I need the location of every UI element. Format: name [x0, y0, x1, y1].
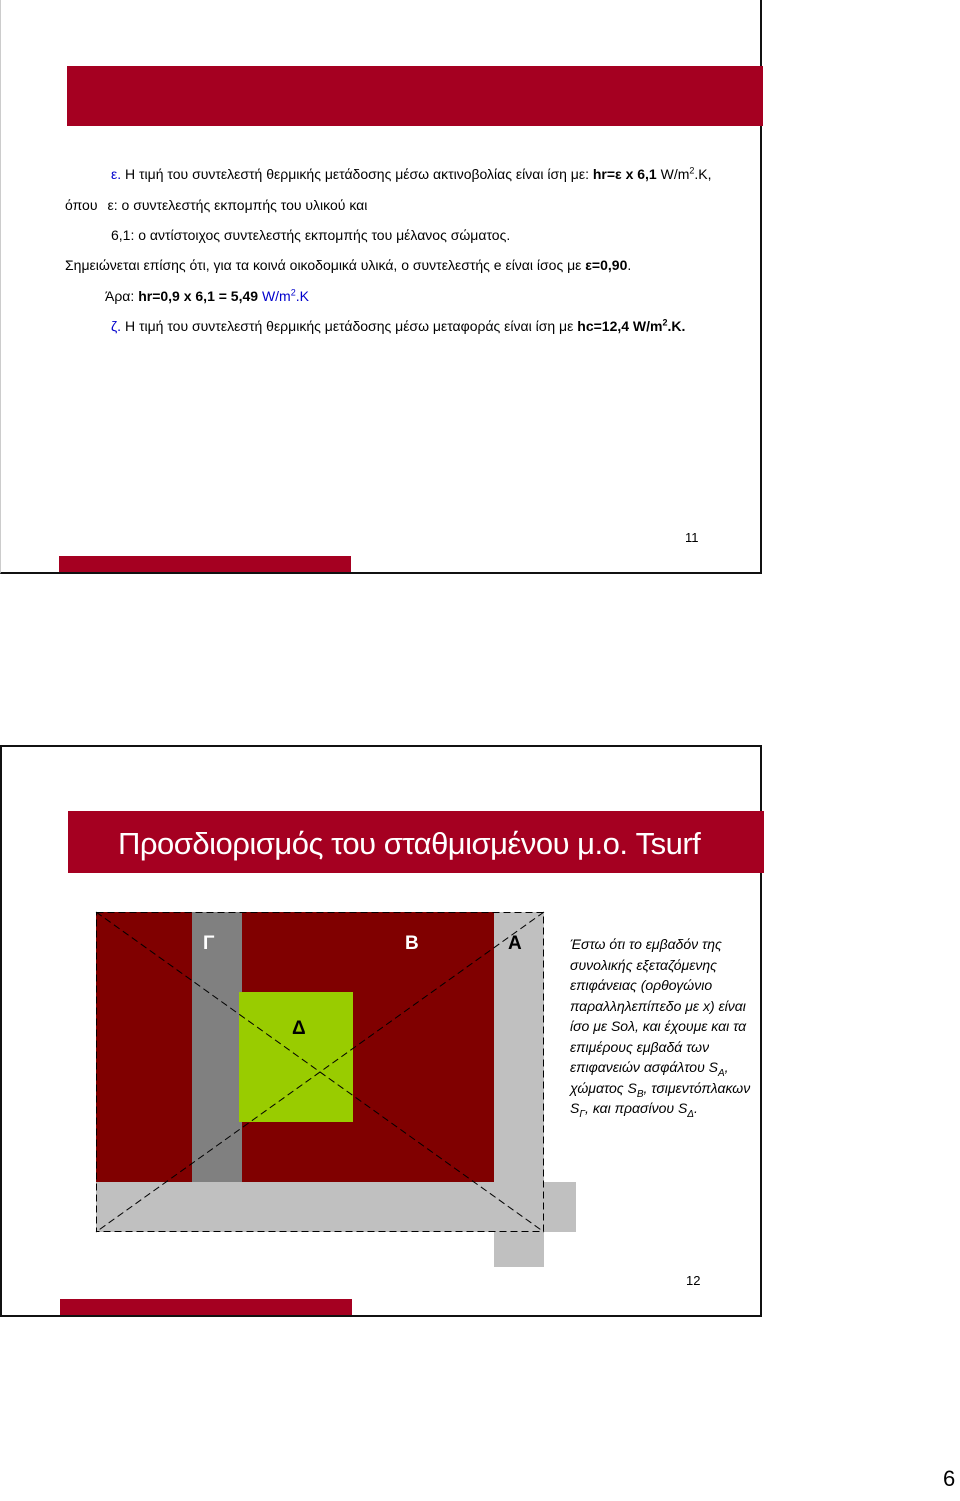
unit-tail: .K, [694, 166, 712, 182]
formula: hr=ε x 6,1 [592, 166, 657, 182]
slide-12 [0, 745, 762, 1317]
line-blackbody [111, 226, 510, 244]
desc-part: , και πρασίνου S [585, 1100, 688, 1116]
surface-diagram [96, 912, 576, 1234]
desc-part: . [694, 1100, 698, 1116]
line-text: ε: ο συντελεστής εκπομπής του υλικού και [107, 197, 368, 213]
slide-number: 11 [685, 530, 699, 545]
line-result [105, 287, 309, 305]
line-zeta [111, 317, 685, 335]
superscript: 2 [689, 165, 695, 176]
label-alpha: Α [508, 933, 522, 954]
label-gamma: Γ [203, 933, 215, 954]
line-text: Η τιμή του συντελεστή θερμικής μετάδοσης μέσω μεταφοράς είναι ίση με [121, 318, 578, 334]
item-marker: ε. [111, 166, 122, 182]
unit-tail: .K [295, 288, 309, 304]
formula: ε=0,90 [585, 257, 628, 273]
slide-title: Προσδιορισμός του σταθμισμένου μ.ο. Tsurf [118, 826, 701, 861]
line-epsilon [111, 165, 712, 183]
desc-part: , χώματος S [570, 1059, 729, 1096]
unit: W/m [656, 166, 690, 182]
line-note [65, 256, 631, 274]
line-text: 6,1: ο αντίστοιχος συντελεστής εκπομπής του μέλανος σώματος. [111, 227, 511, 243]
formula: hc=12,4 W/m [577, 318, 663, 334]
footer-band [59, 556, 351, 572]
superscript: 2 [662, 317, 668, 328]
subscript: Γ [579, 1108, 586, 1120]
slide-number: 12 [686, 1273, 701, 1288]
description-text [570, 934, 756, 1119]
line-where [65, 196, 367, 214]
subscript: Α [718, 1067, 725, 1079]
desc-part: , τσιμεντόπλακων S [570, 1079, 751, 1116]
footer-band [60, 1299, 352, 1315]
desc-part: Έστω ότι το εμβαδόν της συνολικής εξεταζόμενης επιφάνειας (ορθογώνιο παραλληλεπίπεδο με x) είναι ίσο με Sολ, και έχουμε και τα επιμέρους εμβαδά των επιφανειών ασφάλτου S [570, 936, 747, 1075]
line-lead: Άρα: [105, 288, 139, 304]
line-tail: . [627, 257, 632, 273]
label-delta: Δ [292, 1018, 306, 1039]
line-lead: όπου [65, 197, 98, 213]
subscript: Β [636, 1088, 644, 1100]
line-text: Σημειώνεται επίσης ότι, για τα κοινά οικοδομικά υλικά, ο συντελεστής e είναι ίσος με [65, 257, 586, 273]
unit-tail: .K. [667, 318, 686, 334]
unit: W/m [258, 288, 291, 304]
slide-11 [0, 0, 762, 574]
line-text: Η τιμή του συντελεστή θερμικής μετάδοσης μέσω ακτινοβολίας είναι ίση με: [121, 166, 593, 182]
superscript: 2 [290, 287, 296, 298]
item-marker: ζ. [111, 318, 122, 334]
page-number: 6 [943, 1466, 956, 1491]
header-band [67, 66, 763, 126]
diagonal-lines [96, 912, 546, 1234]
formula: hr=0,9 x 6,1 = 5,49 [138, 288, 259, 304]
subscript: Δ [687, 1108, 695, 1120]
label-beta: Β [405, 933, 419, 954]
